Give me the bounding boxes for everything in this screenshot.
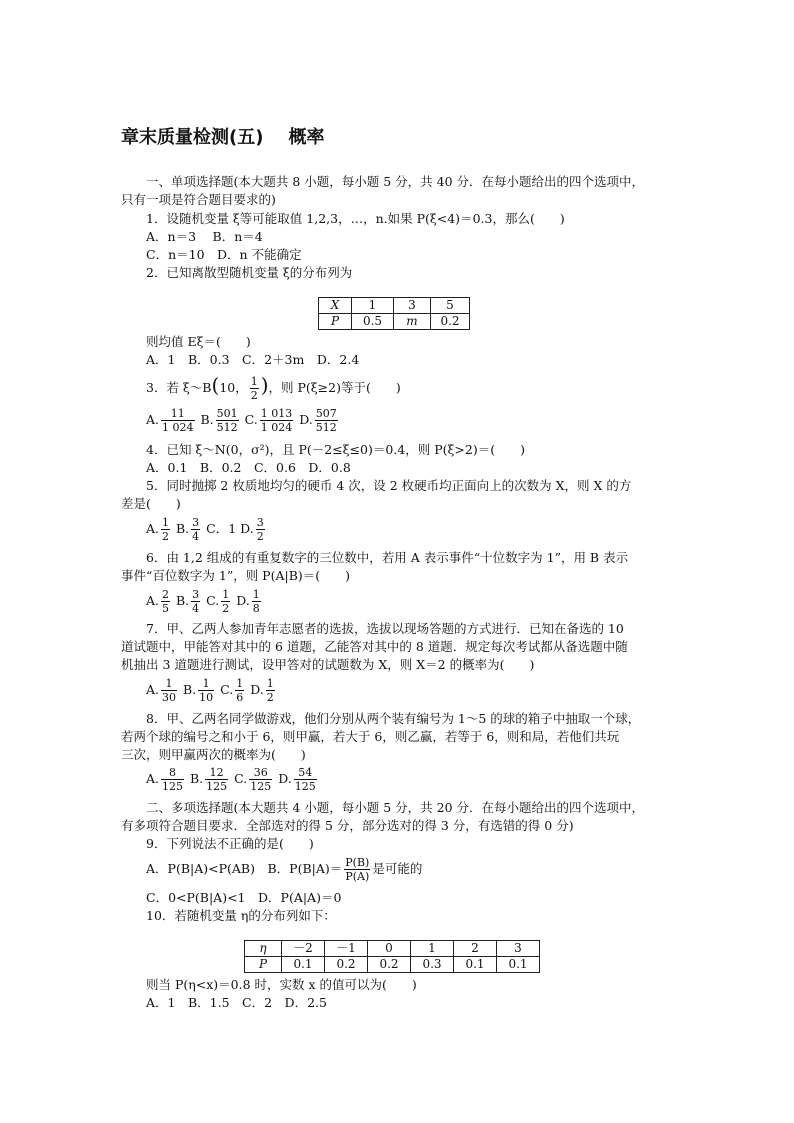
q3-param-frac: $\frac{1}{2}$ [250,375,258,402]
q8-line3: 三次，则甲赢两次的概率为( ) [121,747,306,762]
q3-stem-a: 3．若 ξ～B [146,380,212,395]
table-cell: 0.1 [282,957,325,973]
q8-option-b-frac: $\frac{12}{125}$ [206,766,228,793]
q2-options: A．1 B．0.3 C．2＋3m D．2.4 [146,352,360,367]
q7-option-d-frac: $\frac{1}{2}$ [266,677,274,704]
table-cell: 0.2 [325,957,368,973]
q3-option-a-frac: $\frac{11}{1 024}$ [162,407,194,434]
table-cell: 3 [497,941,540,957]
q3-options: A. $\frac{11}{1 024}$ B. $\frac{501}{512}$ C. $\frac{1 013}{1 024}$ D. $\frac{507}{512}$ [146,407,337,434]
q8-option-a-frac: $\frac{8}{125}$ [162,766,184,793]
page-title: 章末质量检测(五) 概率 [121,127,325,148]
q7-line3: 机抽出 3 道题进行测试，设甲答对的试题数为 X，则 X＝2 的概率为( ) [121,657,535,672]
table-cell: X [319,298,352,314]
table-cell: 0 [368,941,411,957]
table-cell: 0.1 [454,957,497,973]
q2-after: 则均值 Eξ＝( ) [146,334,251,349]
q4-options: A．0.1 B．0.2 C．0.6 D．0.8 [146,460,351,475]
table-cell: 0.1 [497,957,540,973]
q7-option-b-frac: $\frac{1}{10}$ [199,677,214,704]
q9-options-ab: A．P(B|A)<P(AB) B．P(B|A)＝ $\frac{P(B)}{P(A)}$ 是可能的 [146,856,423,883]
q6-option-d-frac: $\frac{1}{8}$ [252,588,260,615]
table-cell: m [394,314,431,330]
q1-stem: 1．设随机变量 ξ等可能取值 1,2,3，…，n.如果 P(ξ<4)＝0.3，那么( ) [146,211,565,226]
table-cell: －1 [325,941,368,957]
q6-options: A. $\frac{2}{5}$ B. $\frac{3}{4}$ C. $\frac{1}{2}$ D. $\frac{1}{8}$ [146,588,260,615]
q5-option-b-frac: $\frac{3}{4}$ [192,516,200,543]
q6-option-c-frac: $\frac{1}{2}$ [222,588,230,615]
q1-options-ab: A．n＝3 B．n＝4 [146,229,263,244]
q1-options-cd: C．n＝10 D．n 不能确定 [146,247,302,262]
q6-option-a-frac: $\frac{2}{5}$ [162,588,170,615]
table-cell: 0.3 [411,957,454,973]
section2-heading-line2: 有多项符合题目要求．全部选对的得 5 分，部分选对的得 3 分，有选错的得 0 分) [121,818,574,833]
section2-heading-line1: 二、多项选择题(本大题共 4 小题，每小题 5 分，共 20 分．在每小题给出的四个选项中， [146,800,645,815]
q9-options-cd: C．0<P(B|A)<1 D．P(A|A)＝0 [146,890,342,905]
q8-line1: 8．甲、乙两名同学做游戏，他们分别从两个装有编号为 1～5 的球的箱子中抽取一个球， [146,711,641,726]
q9-stem: 9．下列说法不正确的是( ) [146,836,314,851]
table-cell: η [245,941,282,957]
q8-option-c-frac: $\frac{36}{125}$ [250,766,272,793]
table-cell: P [319,314,352,330]
table-cell: P [245,957,282,973]
q5-stem-line1: 5．同时抛掷 2 枚质地均匀的硬币 4 次，设 2 枚硬币均正面向上的次数为 X，则 X 的方 [146,478,632,493]
q10-stem: 10．若随机变量 η的分布列如下： [146,908,336,923]
table-row [319,298,470,314]
q5-option-d-frac: $\frac{3}{2}$ [256,516,264,543]
table-row [319,314,470,330]
table-cell: 1 [352,298,394,314]
q10-after: 则当 P(η<x)＝0.8 时，实数 x 的值可以为( ) [146,977,417,992]
q3-stem: 3．若 ξ～B(10， $\frac{1}{2}$ )，则 P(ξ≥2)等于( ) [146,373,401,402]
q8-options: A. $\frac{8}{125}$ B. $\frac{12}{125}$ C. $\frac{36}{125}$ D. $\frac{54}{125}$ [146,766,316,793]
q5-options: A. $\frac{1}{2}$ B. $\frac{3}{4}$ C．1 D. $\frac{3}{2}$ [146,516,264,543]
table-cell: 0.5 [352,314,394,330]
q7-option-c-frac: $\frac{1}{6}$ [236,677,244,704]
q3-stem-b: ，则 P(ξ≥2)等于( ) [268,380,401,395]
section1-heading-line2: 只有一项是符合题目要求的) [121,192,276,207]
q6-stem-line1: 6．由 1,2 组成的有重复数字的三位数中，若用 A 表示事件“十位数字为 1”，用 B 表示 [146,550,629,565]
q5-option-a-frac: $\frac{1}{2}$ [162,516,170,543]
q4-stem: 4．已知 ξ～N(0，σ²)，且 P(－2≤ξ≤0)＝0.4，则 P(ξ>2)＝( ) [146,442,525,457]
q9-option-b-frac: $\frac{P(B)}{P(A)}$ [345,856,370,883]
table-cell: 5 [431,298,470,314]
q2-stem: 2．已知离散型随机变量 ξ的分布列为 [146,265,353,280]
q10-options: A．1 B．1.5 C．2 D．2.5 [146,995,327,1010]
q5-stem-line2: 差是( ) [121,496,181,511]
table-row [245,957,540,973]
q8-line2: 若两个球的编号之和小于 6，则甲赢，若大于 6，则乙赢，若等于 6，则和局，若他们共玩 [121,729,620,744]
table-cell: －2 [282,941,325,957]
table-cell: 3 [394,298,431,314]
table-cell: 2 [454,941,497,957]
q10-distribution-table [244,940,540,973]
section1-heading-line1: 一、单项选择题(本大题共 8 小题，每小题 5 分，共 40 分．在每小题给出的四个选项中， [146,174,645,189]
q7-options: A. $\frac{1}{30}$ B. $\frac{1}{10}$ C. $\frac{1}{6}$ D. $\frac{1}{2}$ [146,677,274,704]
q2-distribution-table [318,297,470,330]
q3-option-c-frac: $\frac{1 013}{1 024}$ [260,407,293,434]
q7-option-a-frac: $\frac{1}{30}$ [162,677,177,704]
q6-stem-line2: 事件“百位数字为 1”，则 P(A|B)＝( ) [121,568,351,583]
table-cell: 1 [411,941,454,957]
q8-option-d-frac: $\frac{54}{125}$ [294,766,316,793]
q7-line2: 道试题中，甲能答对其中的 6 道题，乙能答对其中的 8 道题．规定每次考试都从备选题中随 [121,639,628,654]
q6-option-b-frac: $\frac{3}{4}$ [192,588,200,615]
q3-param-a: 10， [219,380,248,395]
q7-line1: 7．甲、乙两人参加青年志愿者的选拔，选拔以现场答题的方式进行．已知在备选的 10 [146,621,624,636]
q3-option-d-frac: $\frac{507}{512}$ [315,407,337,434]
table-cell: 0.2 [431,314,470,330]
table-cell: 0.2 [368,957,411,973]
table-row [245,941,540,957]
q3-option-b-frac: $\frac{501}{512}$ [216,407,238,434]
